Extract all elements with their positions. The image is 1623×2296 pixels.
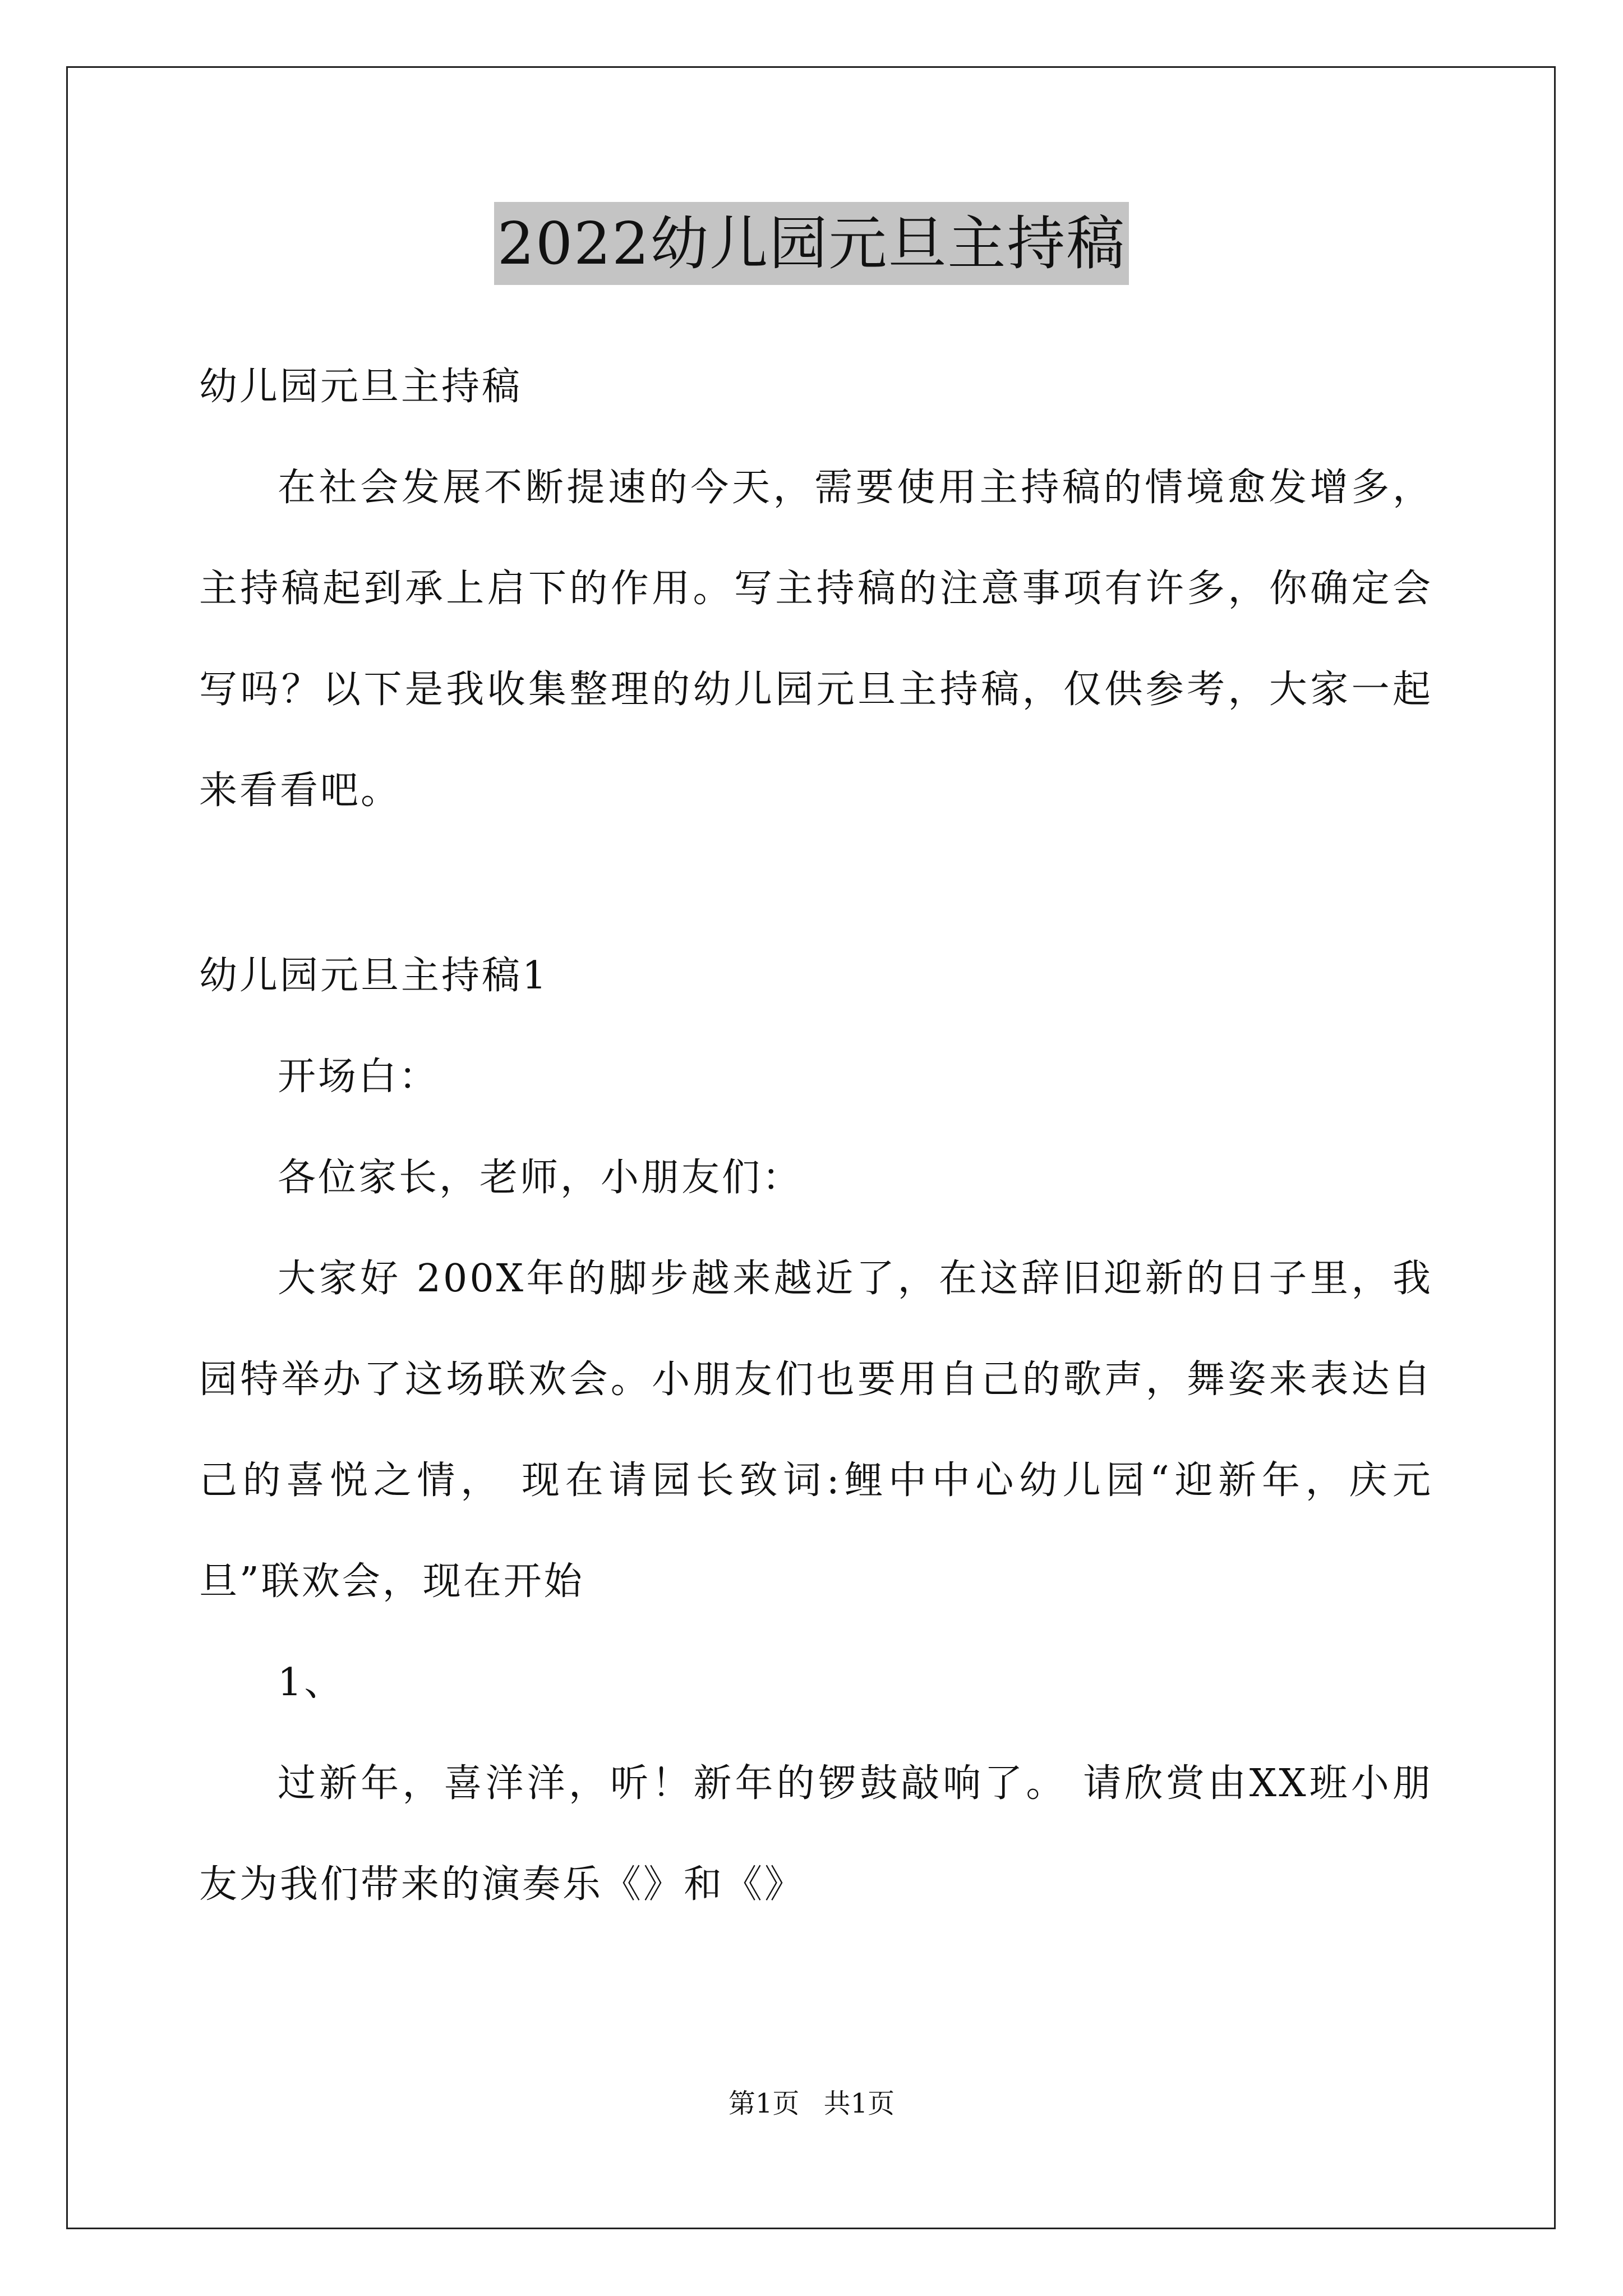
- paragraph-opening: 开场白：: [278, 1055, 440, 1099]
- paragraph-performance: 过新年，喜洋洋，听！新年的锣鼓敲响了。 请欣赏由XX班小朋友为我们带来的演奏乐《》和《》: [199, 1761, 1433, 1907]
- page-number-current: 第1页: [728, 2088, 800, 2119]
- title-wrap: [0, 202, 1623, 285]
- paragraph-welcome: 大家好 200X年的脚步越来越近了，在这辞旧迎新的日子里，我园特举办了这场联欢会。小朋友们也要用自己的歌声，舞姿来表达自己的喜悦之情， 现在请园长致词:鲤中中心幼儿园“迎新年，庆元旦”联欢会，现在开始: [199, 1257, 1433, 1604]
- page-footer: [0, 2087, 1623, 2120]
- paragraph-greeting: 各位家长，老师，小朋友们：: [278, 1156, 803, 1200]
- section-title: 幼儿园元旦主持稿1: [199, 954, 549, 998]
- document-body: [199, 337, 1433, 1935]
- intro-paragraph: 在社会发展不断提速的今天，需要使用主持稿的情境愈发增多，主持稿起到承上启下的作用。写主持稿的注意事项有许多，你确定会写吗？以下是我收集整理的幼儿园元旦主持稿，仅供参考，大家一起来看看吧。: [199, 466, 1433, 813]
- document-subtitle: 幼儿园元旦主持稿: [199, 365, 523, 409]
- document-title: 2022幼儿园元旦主持稿: [494, 202, 1129, 285]
- section-gap: [199, 841, 1433, 926]
- paragraph-item-number: 1、: [278, 1660, 345, 1705]
- page-number-total: 共1页: [823, 2088, 895, 2119]
